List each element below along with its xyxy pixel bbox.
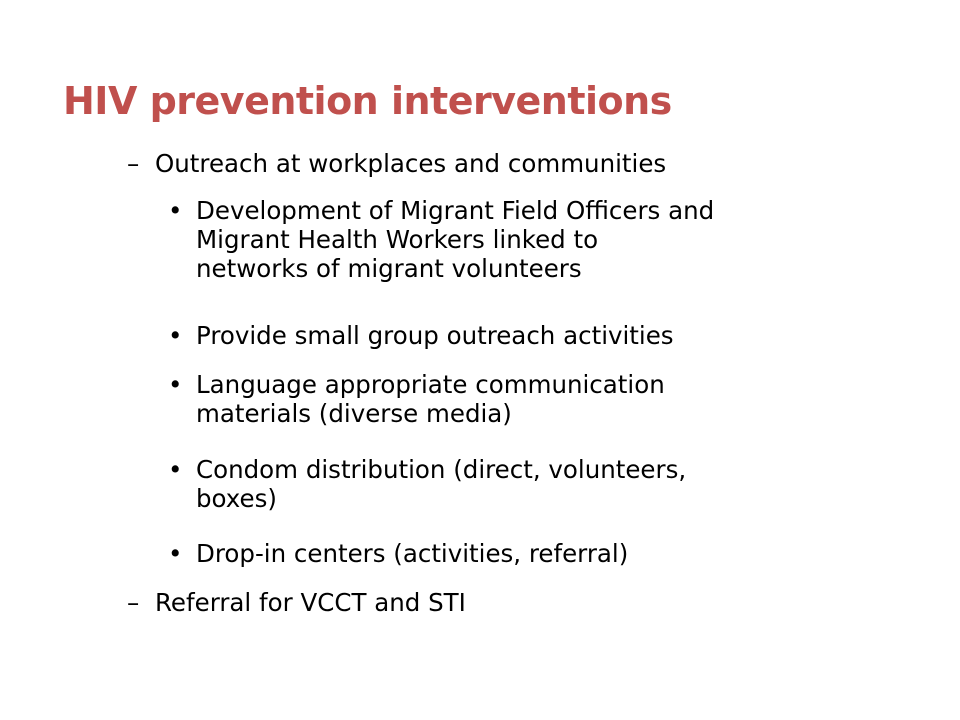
list-item: [168, 321, 674, 350]
item-text: materials (diverse media): [196, 399, 512, 428]
list-item: [127, 588, 466, 617]
item-text: Development of Migrant Field Officers and: [196, 196, 715, 225]
bullet-marker: •: [168, 196, 183, 225]
dash-marker: –: [127, 588, 140, 617]
item-text: Condom distribution (direct, volunteers,: [196, 455, 687, 484]
item-text: Migrant Health Workers linked to: [196, 225, 599, 254]
dash-marker: –: [127, 149, 140, 178]
bullet-marker: •: [168, 370, 183, 399]
item-text: Outreach at workplaces and communities: [155, 149, 667, 178]
list-item: [127, 149, 667, 178]
item-text: networks of migrant volunteers: [196, 254, 582, 283]
item-text: Provide small group outreach activities: [196, 321, 674, 350]
list-item: [168, 196, 715, 283]
item-text: boxes): [196, 484, 277, 513]
item-text: Drop-in centers (activities, referral): [196, 539, 629, 568]
slide-title: HIV prevention interventions: [63, 79, 672, 123]
item-text: Language appropriate communication: [196, 370, 665, 399]
bullet-marker: •: [168, 321, 183, 350]
list-item: [168, 370, 665, 428]
bullet-marker: •: [168, 455, 183, 484]
list-item: [168, 455, 687, 513]
bullet-marker: •: [168, 539, 183, 568]
list-item: [168, 539, 629, 568]
item-text: Referral for VCCT and STI: [155, 588, 466, 617]
